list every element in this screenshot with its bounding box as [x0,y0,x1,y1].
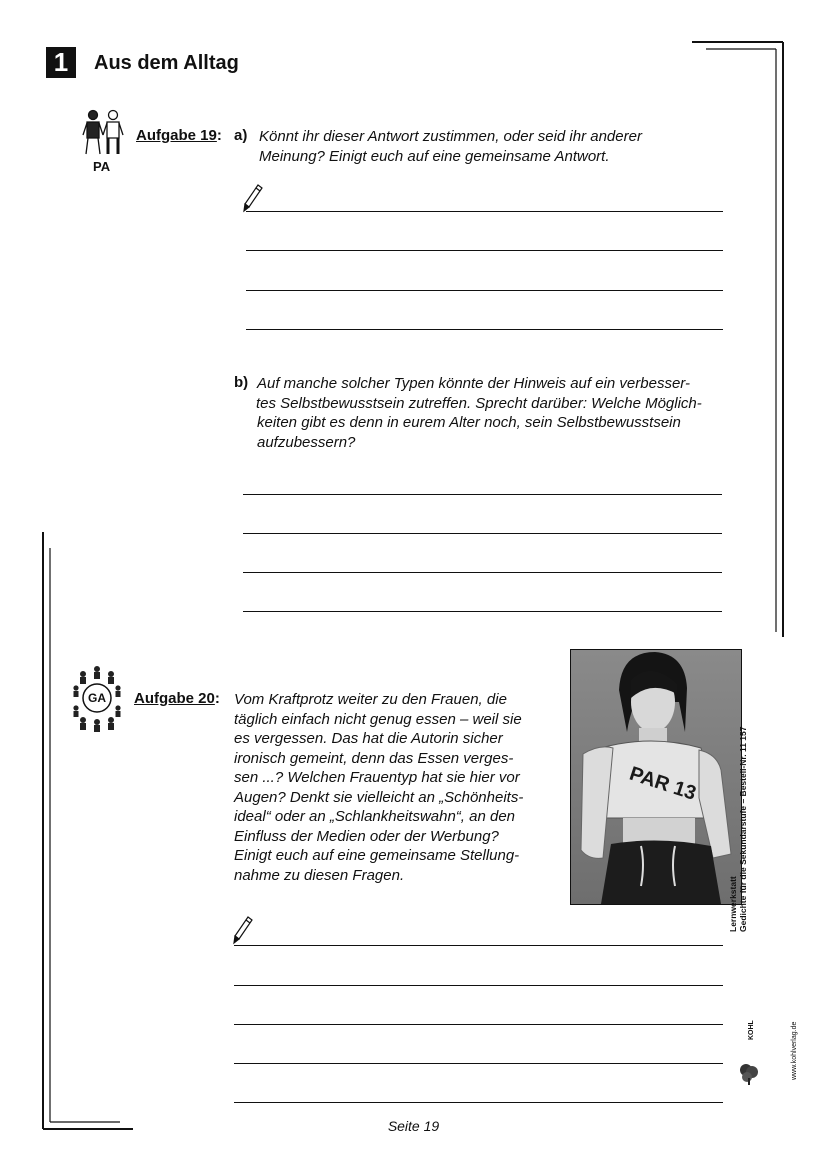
text-line: täglich einfach nicht genug essen – weil sie [234,710,522,728]
pair-work-badge: PA [93,159,111,174]
answer-line[interactable] [243,533,722,534]
answer-line[interactable] [234,1063,723,1064]
publication-info [728,726,748,932]
pencil-icon [242,183,264,213]
task-20-heading [134,690,220,708]
pair-work-icon [80,108,126,158]
publisher-logo: KOHL [748,1020,755,1040]
task-20-text [234,690,564,885]
chapter-number: 1 [46,47,76,78]
text-line: keiten gibt es denn in eurem Alter noch, sein Selbstbewusstsein [257,414,681,431]
tree-logo-icon [738,1062,760,1086]
shirt-print: PAR 13 [626,762,699,805]
answer-line[interactable] [234,1102,723,1103]
series-title: Lernwerkstatt [728,876,738,932]
pencil-icon [232,915,254,945]
answer-line[interactable] [246,329,723,330]
task-19-colon: : [216,127,222,144]
text-line: Augen? Denkt sie vielleicht an „Schönheits- [234,788,524,806]
task-19-heading [136,127,222,145]
text-line: sen ...? Welchen Frauentyp hat sie hier vor [234,769,520,786]
text-line: Meinung? Einigt euch auf eine gemeinsame Antwort. [259,147,610,165]
text-line: aufzubessern? [257,433,356,451]
answer-line[interactable] [243,611,722,612]
book-title: Gedichte für die Sekundarstufe – Bestell-Nr. 11 157 [738,726,748,932]
task-19-part-a-label: a) [234,127,248,144]
text-line: ironisch gemeint, denn das Essen verges- [234,749,514,767]
text-line: Einfluss der Medien oder der Werbung? [234,827,499,845]
task-20-colon: : [214,690,220,707]
text-line: Könnt ihr dieser Antwort zustimmen, oder seid ihr anderer [259,128,642,145]
text-line: nahme zu diesen Fragen. [234,866,405,884]
answer-line[interactable] [234,945,723,946]
group-work-badge: GA [88,691,106,705]
answer-line[interactable] [234,1024,723,1025]
text-line: Einigt euch auf eine gemeinsame Stellung- [234,847,520,864]
answer-line[interactable] [246,211,723,212]
task-19-part-b-text [257,374,737,452]
task-19-part-a-text [259,127,642,166]
answer-line[interactable] [246,290,723,291]
woman-photo [570,649,742,905]
task-19-label: Aufgabe 19 [136,127,217,144]
text-line: Vom Kraftprotz weiter zu den Frauen, die [234,691,507,708]
task-20-label: Aufgabe 20 [134,690,215,707]
publisher-url: www.kohlverlag.de [791,1021,798,1080]
chapter-title: Aus dem Alltag [94,52,239,74]
text-line: ideal“ oder an „Schlankheitswahn“, an den [234,808,516,825]
task-19-part-b-label: b) [234,374,249,391]
text-line: es vergessen. Das hat die Autorin sicher [234,730,503,747]
answer-line[interactable] [243,572,722,573]
answer-line[interactable] [246,250,723,251]
text-line: Auf manche solcher Typen könnte der Hinweis auf ein verbesser- [257,375,691,392]
answer-line[interactable] [234,985,723,986]
answer-line[interactable] [243,494,722,495]
page-number: Seite 19 [387,1118,440,1134]
text-line: tes Selbstbewusstsein zutreffen. Sprecht darüber: Welche Möglich- [256,394,702,412]
